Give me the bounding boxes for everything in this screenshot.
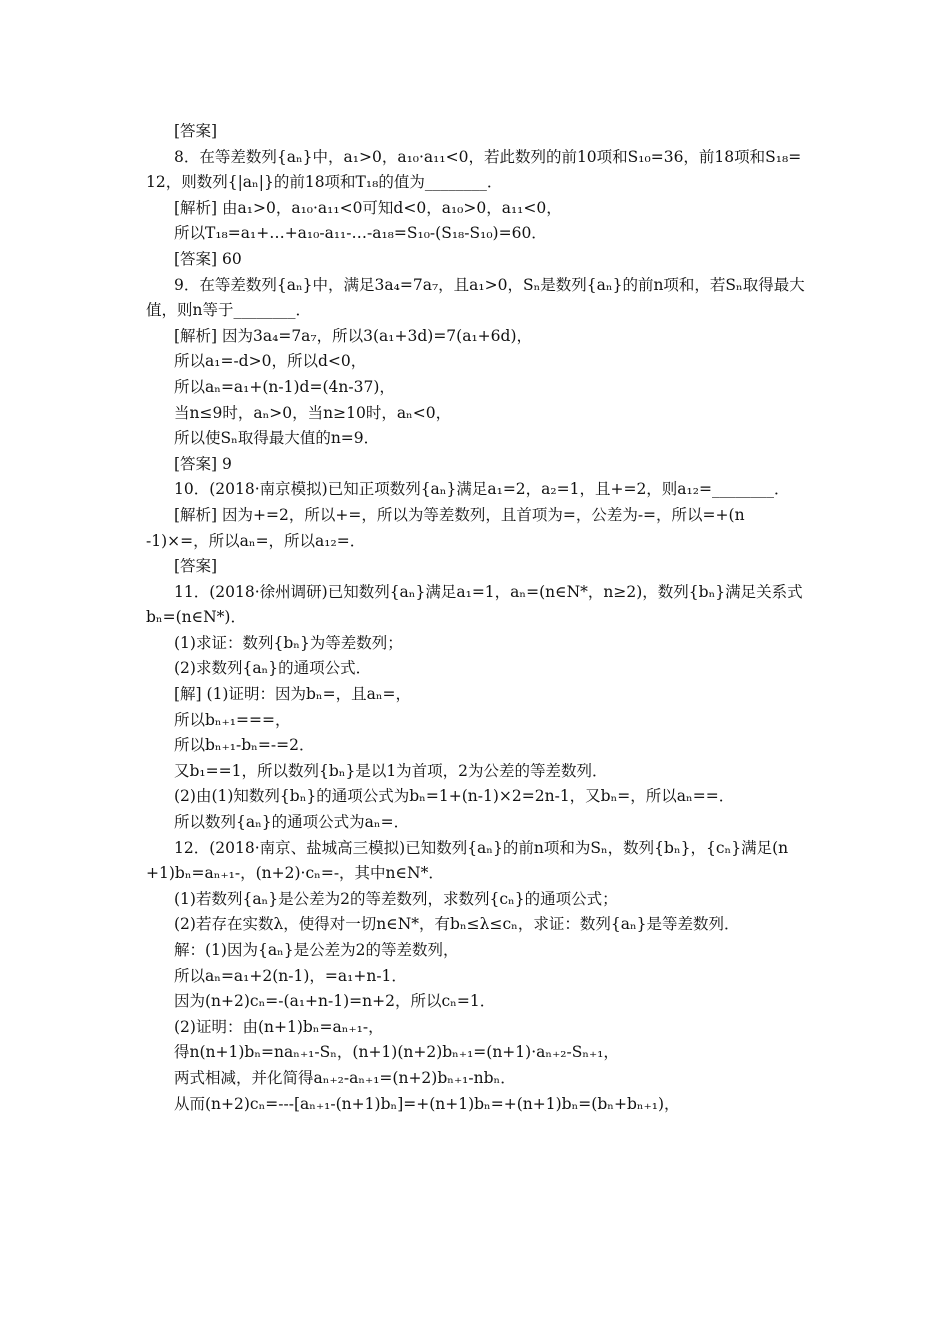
text-line: 因为(n+2)cₙ=-(a₁+n-1)=n+2，所以cₙ=1． [174, 992, 496, 1011]
text-line: 所以bₙ₊₁-bₙ=-=2． [174, 736, 315, 755]
text-line: 12，则数列{|aₙ|}的前18项和T₁₈的值为________． [146, 173, 503, 192]
text-line: bₙ=(n∈N*)． [146, 608, 246, 627]
text-line: (2)求数列{aₙ}的通项公式． [174, 659, 372, 678]
text-line: 解：(1)因为{aₙ}是公差为2的等差数列， [174, 941, 459, 959]
text-line: [答案] 9 [174, 454, 232, 473]
text-line: 所以a₁=-d>0，所以d<0， [174, 352, 367, 371]
text-line: 8．在等差数列{aₙ}中，a₁>0，a₁₀·a₁₁<0，若此数列的前10项和S₁₀=36，前18项和S₁₈= [174, 147, 802, 166]
text-line: 所以使Sₙ取得最大值的n=9． [174, 429, 380, 448]
text-line: [解析] 由a₁>0，a₁₀·a₁₁<0可知d<0，a₁₀>0，a₁₁<0， [174, 198, 562, 217]
text-line: -1)×=，所以aₙ=，所以a₁₂=． [146, 531, 366, 550]
text-line: (1)若数列{aₙ}是公差为2的等差数列，求数列{cₙ}的通项公式； [174, 889, 618, 908]
text-line: [答案] [174, 557, 218, 576]
text-line: 所以T₁₈=a₁+…+a₁₀-a₁₁-…-a₁₈=S₁₀-(S₁₈-S₁₀)=60． [174, 224, 547, 243]
text-line: (2)若存在实数λ，使得对一切n∈N*，有bₙ≤λ≤cₙ，求证：数列{aₙ}是等差数列． [174, 915, 740, 934]
text-line: (1)求证：数列{bₙ}为等差数列； [174, 633, 403, 652]
text-line: 两式相减，并化简得aₙ₊₂-aₙ₊₁=(n+2)bₙ₊₁-nbₙ． [174, 1068, 516, 1087]
text-line: 所以aₙ=a₁+2(n-1)，=a₁+n-1． [174, 966, 407, 985]
text-line: 11．(2018·徐州调研)已知数列{aₙ}满足a₁=1，aₙ=(n∈N*，n≥2)，数列{bₙ}满足关系式 [174, 582, 803, 601]
text-line: (2)由(1)知数列{bₙ}的通项公式为bₙ=1+(n-1)×2=2n-1，又bₙ=，所以aₙ==． [174, 787, 735, 806]
text-line: 所以bₙ₊₁===， [174, 710, 291, 729]
text-line: [答案] 60 [174, 249, 242, 268]
text-line: [解] (1)证明：因为bₙ=，且aₙ=， [174, 685, 412, 704]
text-line: +1)bₙ=aₙ₊₁-，(n+2)·cₙ=-，其中n∈N*． [146, 864, 444, 883]
text-line: 得n(n+1)bₙ=naₙ₊₁-Sₙ，(n+1)(n+2)bₙ₊₁=(n+1)·aₙ₊₂-Sₙ₊₁， [174, 1043, 619, 1062]
text-line: [解析] 因为3a₄=7a₇，所以3(a₁+3d)=7(a₁+6d)， [174, 326, 532, 345]
text-line: [解析] 因为+=2，所以+=，所以为等差数列，且首项为=，公差为-=，所以=+(n [174, 505, 745, 524]
text-line: 值，则n等于________． [146, 301, 311, 320]
text-line: (2)证明：由(n+1)bₙ=aₙ₊₁-， [174, 1017, 384, 1036]
text-line: 所以aₙ=a₁+(n-1)d=(4n-37)， [174, 377, 395, 396]
text-line: 9．在等差数列{aₙ}中，满足3a₄=7a₇，且a₁>0，Sₙ是数列{aₙ}的前n项和，若Sₙ取得最大 [174, 275, 805, 294]
text-line: 12．(2018·南京、盐城高三模拟)已知数列{aₙ}的前n项和为Sₙ，数列{bₙ}，{cₙ}满足(n [174, 838, 789, 857]
text-line: 10．(2018·南京模拟)已知正项数列{aₙ}满足a₁=2，a₂=1，且+=2，则a₁₂=________． [174, 480, 790, 499]
text-line: 又b₁==1，所以数列{bₙ}是以1为首项，2为公差的等差数列． [174, 761, 608, 780]
text-line: 当n≤9时，aₙ>0，当n≥10时，aₙ<0， [174, 403, 452, 422]
text-line: [答案] [174, 122, 218, 140]
document-body [146, 119, 806, 1117]
text-line: 所以数列{aₙ}的通项公式为aₙ=． [174, 813, 410, 832]
text-line: 从而(n+2)cₙ=---[aₙ₊₁-(n+1)bₙ]=+(n+1)bₙ=+(n+1)bₙ=(bₙ+bₙ₊₁)， [174, 1094, 680, 1113]
